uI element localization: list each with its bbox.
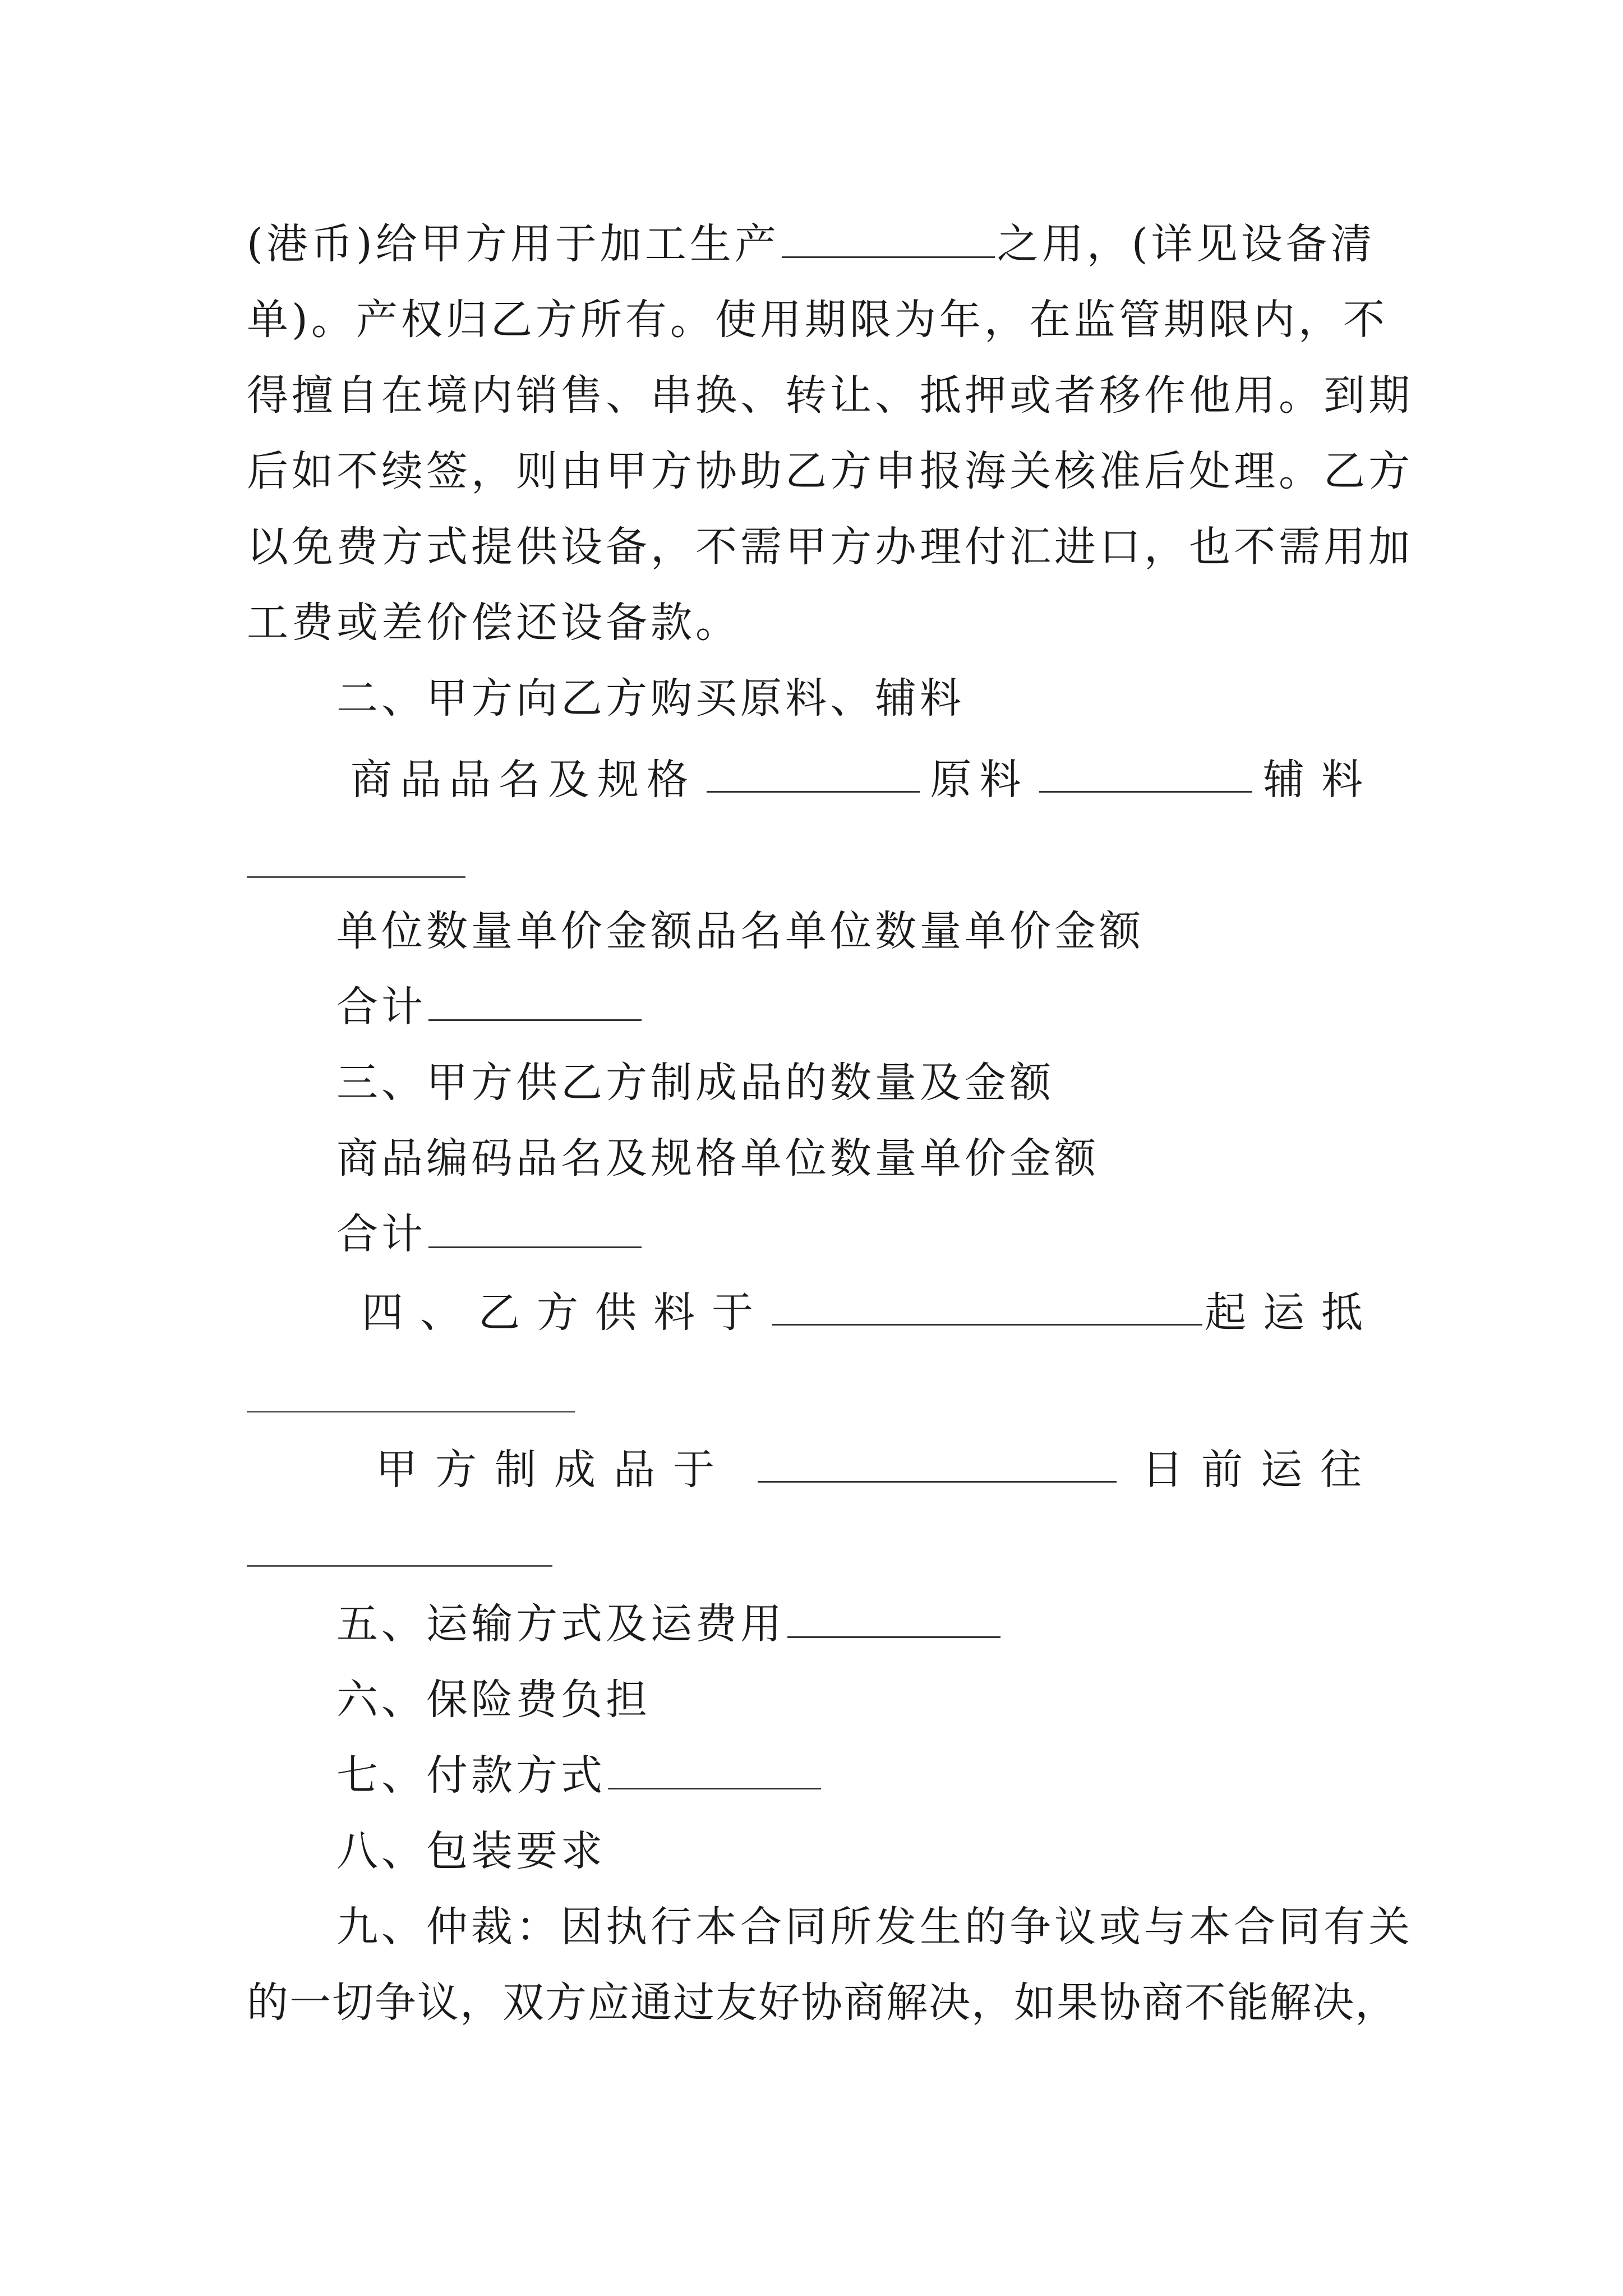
text-segment: 辅料 xyxy=(1263,756,1380,804)
total-line xyxy=(336,1206,1380,1262)
fill-in-blank xyxy=(608,1749,821,1789)
text-segment: (港币)给甲方用于加工生产 xyxy=(247,220,780,268)
paragraph-line: 得擅自在境内销售、串换、转让、抵押或者移作他用。到期 xyxy=(247,371,1413,420)
paragraph-line: 以免费方式提供设备，不需甲方办理付汇进口，也不需用加 xyxy=(247,523,1413,571)
text-segment: 商品品名及规格 xyxy=(351,756,696,804)
delivery-line xyxy=(376,1442,1380,1498)
section-heading: 三、甲方供乙方制成品的数量及金额 xyxy=(336,1059,1054,1107)
fill-in-blank xyxy=(247,876,465,878)
total-line xyxy=(336,979,1380,1035)
fill-in-blank xyxy=(247,1565,552,1567)
paragraph-line: 九、仲裁：因执行本合同所发生的争议或与本合同有关 xyxy=(336,1903,1413,1951)
spec-line xyxy=(351,752,1380,808)
table-header-text: 单位数量单价金额品名单位数量单价金额 xyxy=(336,907,1144,955)
section-line xyxy=(336,1747,1380,1803)
section-heading: 八、包装要求 xyxy=(336,1827,606,1875)
text-segment: 原料 xyxy=(930,756,1029,804)
paragraph-line: 工费或差价偿还设备款。 xyxy=(247,599,740,647)
text-segment: 起运抵 xyxy=(1205,1289,1380,1337)
text-segment: 四、乙方供料于 xyxy=(362,1289,770,1337)
section-heading: 六、保险费负担 xyxy=(336,1676,651,1724)
fill-in-blank xyxy=(428,1207,642,1248)
paragraph-line: 单)。产权归乙方所有。使用期限为年，在监管期限内，不 xyxy=(247,296,1388,344)
fill-in-blank xyxy=(428,980,642,1021)
text-segment: 甲方制成品于 xyxy=(376,1446,732,1494)
shipping-line xyxy=(362,1285,1380,1341)
section-heading: 二、甲方向乙方购买原料、辅料 xyxy=(336,674,965,723)
fill-in-blank xyxy=(758,1442,1117,1483)
text-segment: 之用，(详见设备清 xyxy=(997,220,1376,268)
text-segment: 合计 xyxy=(336,983,426,1031)
fill-in-blank xyxy=(707,752,920,793)
fill-in-blank xyxy=(772,1285,1202,1326)
text-segment: 合计 xyxy=(336,1210,426,1258)
fill-in-blank xyxy=(787,1597,1000,1638)
paragraph-line xyxy=(247,216,1380,272)
text-segment: 日前运往 xyxy=(1142,1446,1380,1494)
fill-in-blank xyxy=(782,217,995,258)
fill-in-blank xyxy=(1039,752,1252,793)
section-line xyxy=(336,1596,1380,1652)
fill-in-blank xyxy=(247,1411,575,1412)
paragraph-line: 后如不续签，则由甲方协助乙方申报海关核准后处理。乙方 xyxy=(247,447,1413,495)
text-segment: 五、运输方式及运费用 xyxy=(336,1600,785,1648)
table-header-text: 商品编码品名及规格单位数量单价金额 xyxy=(336,1134,1099,1182)
paragraph-line: 的一切争议，双方应通过友好协商解决，如果协商不能解决， xyxy=(247,1978,1398,2027)
text-segment: 七、付款方式 xyxy=(336,1751,606,1800)
